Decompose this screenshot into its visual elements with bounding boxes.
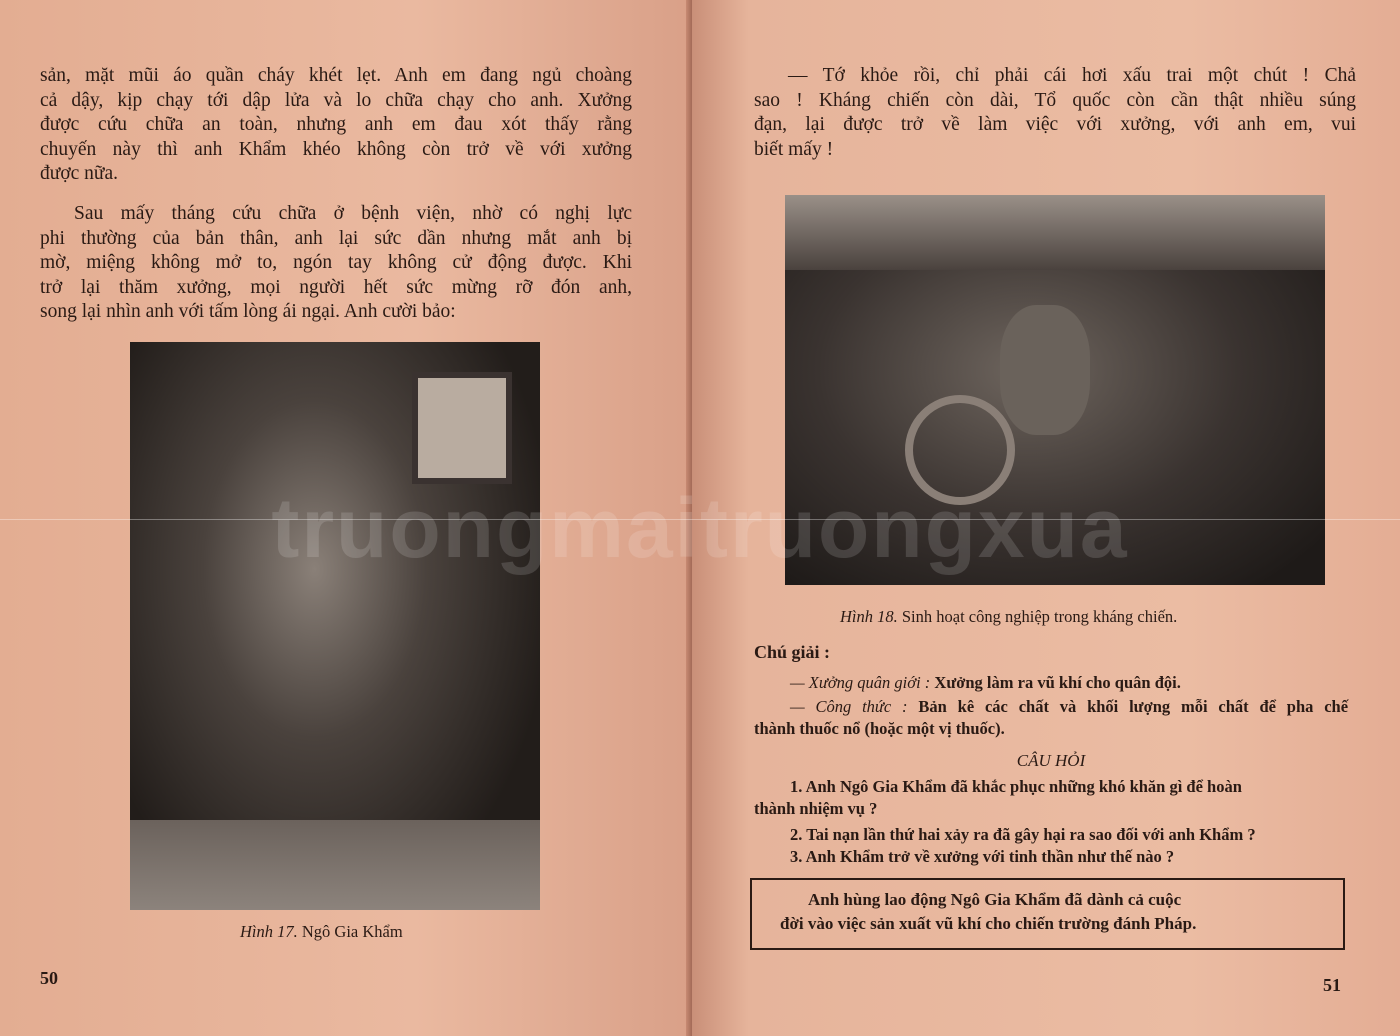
figure-caption-text: Sinh hoạt công nghiệp trong kháng chiến.	[901, 607, 1178, 626]
text-line: mờ, miệng không mở to, ngón tay không cử động được. Khi	[40, 252, 632, 273]
page-number: 51	[1323, 975, 1341, 995]
glossary-definition: Bản kê các chất và khối lượng mỗi chất để pha chế	[918, 697, 1349, 716]
figure-caption-text: Ngô Gia Khẩm	[301, 922, 403, 941]
glossary-term: — Công thức :	[790, 697, 908, 716]
workshop-roof	[785, 195, 1325, 270]
watermark-line	[0, 519, 1400, 520]
glossary-item	[754, 696, 1348, 718]
machine-drum	[1000, 305, 1090, 435]
glossary-definition: Xưởng làm ra vũ khí cho quân đội.	[934, 673, 1181, 692]
text-line: song lại nhìn anh với tấm lòng ái ngại. Anh cười bảo:	[40, 301, 456, 322]
question-1: 1. Anh Ngô Gia Khẩm đã khắc phục những khó khăn gì để hoàn	[790, 777, 1242, 796]
question-3: 3. Anh Khẩm trở về xưởng với tinh thần như thế nào ?	[790, 847, 1175, 866]
text-line: chuyến này thì anh Khẩm khéo không còn trở về với xưởng	[40, 138, 632, 160]
text-line: Sau mấy tháng cứu chữa ở bệnh viện, nhờ có nghị lực	[74, 203, 632, 224]
figure-17-caption	[240, 922, 403, 942]
text-line: sao ! Kháng chiến còn dài, Tổ quốc còn cần thật nhiều súng	[754, 89, 1356, 111]
text-line: trở lại thăm xưởng, mọi người hết sức mừng rỡ đón anh,	[40, 276, 632, 298]
text-line: được nữa.	[40, 163, 119, 184]
question-2: 2. Tai nạn lần thứ hai xảy ra đã gây hại ra sao đối với anh Khẩm ?	[790, 825, 1256, 844]
text-line: biết mấy !	[754, 138, 834, 160]
wall-picture	[412, 372, 512, 484]
paragraph-1	[40, 64, 632, 187]
figure-label: Hình 17.	[240, 922, 298, 941]
figure-label: Hình 18.	[840, 607, 898, 626]
summary-box	[750, 878, 1345, 950]
page-number: 50	[40, 968, 58, 988]
text-line: được cứu chữa an toàn, nhưng anh em đau xót thấy rằng	[40, 114, 632, 135]
text-line: đạn, lại được trở về làm việc với xưởng, với anh em, vui	[754, 114, 1356, 135]
figure-18-caption	[840, 607, 1177, 627]
text-line: — Tớ khỏe rồi, chỉ phải cái hơi xấu trai một chút ! Chả	[788, 65, 1356, 86]
left-page	[0, 0, 692, 1036]
portrait-photo	[130, 342, 540, 910]
glossary-definition-cont: thành thuốc nổ (hoặc một vị thuốc).	[754, 719, 1005, 738]
text-line: phi thường của bản thân, anh lại sức dần nhưng mắt anh bị	[40, 227, 632, 249]
glossary	[754, 640, 1348, 740]
summary-line: Anh hùng lao động Ngô Gia Khẩm đã dành cả cuộc	[808, 890, 1182, 909]
paragraph-2	[40, 202, 632, 325]
glossary-item	[754, 672, 1348, 694]
summary-line: đời vào việc sản xuất vũ khí cho chiến trường đánh Pháp.	[780, 914, 1197, 933]
question-1-cont: thành nhiệm vụ ?	[754, 799, 878, 818]
questions-title: CÂU HỎI	[1016, 751, 1086, 770]
text-line: cả dậy, kịp chạy tới dập lửa và lo chữa chạy cho anh. Xưởng	[40, 89, 632, 111]
machine-wheel	[905, 395, 1015, 505]
questions	[754, 750, 1348, 868]
workshop-photo	[785, 195, 1325, 585]
glossary-term: — Xưởng quân giới :	[790, 673, 931, 692]
desk	[130, 820, 540, 910]
quote-paragraph	[754, 64, 1356, 162]
glossary-title: Chú giải :	[754, 642, 831, 662]
text-line: sản, mặt mũi áo quần cháy khét lẹt. Anh em đang ngủ choàng	[40, 65, 632, 86]
